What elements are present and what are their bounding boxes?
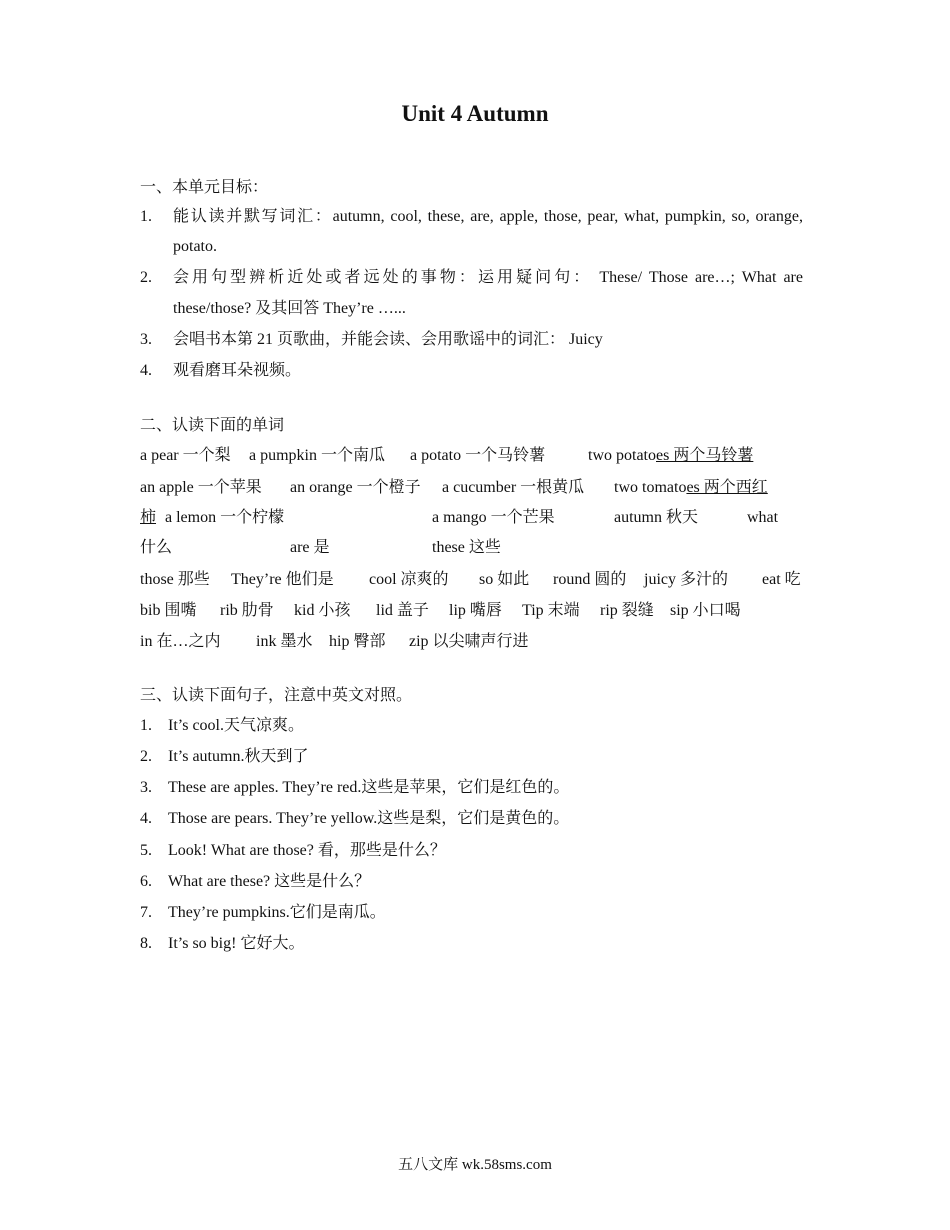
word-pear: a pear 一个梨 [140, 447, 231, 464]
sentence-4-number: 4. [140, 810, 152, 827]
word-potatoes [588, 445, 753, 467]
word-ink: ink 墨水 [256, 633, 313, 650]
word-cucumber: a cucumber 一根黄瓜 [442, 479, 585, 496]
goal-2-text: 会用句型辨析近处或者远处的事物：运用疑问句： These/ Those are…; What are [173, 269, 803, 286]
word-autumn: autumn 秋天 [614, 509, 698, 526]
section3-heading: 三、认读下面句子，注意中英文对照。 [140, 687, 413, 704]
word-pumpkin: a pumpkin 一个南瓜 [249, 447, 385, 464]
goal-4-text: 观看磨耳朵视频。 [173, 362, 302, 379]
word-lid: lid 盖子 [376, 602, 429, 619]
word-tomatoes-wrap: 柿 [140, 509, 157, 526]
sentence-2-number: 2. [140, 748, 152, 765]
sentence-5-text: Look! What are those? 看，那些是什么？ [168, 842, 446, 859]
word-rib: rib 肋骨 [220, 602, 274, 619]
word-lemon: a lemon 一个柠檬 [165, 509, 285, 526]
word-tomatoes-ending: es 两个西红 [686, 479, 768, 496]
word-eat: eat 吃 [762, 571, 801, 588]
sentence-1-number: 1. [140, 717, 152, 734]
word-hip: hip 臀部 [329, 633, 386, 650]
sentence-8-text: It’s so big! 它好大。 [168, 935, 305, 952]
goal-4-number: 4. [140, 362, 152, 379]
goal-1-text-cont: potato. [173, 238, 217, 255]
sentence-4-text: Those are pears. They’re yellow.这些是梨，它们是黄色的。 [168, 810, 570, 827]
word-mango: a mango 一个芒果 [432, 509, 555, 526]
word-lip: lip 嘴唇 [449, 602, 502, 619]
word-kid: kid 小孩 [294, 602, 351, 619]
sentence-7-number: 7. [140, 904, 152, 921]
word-tip: Tip 末端 [522, 602, 580, 619]
word-what: what [747, 509, 779, 526]
word-orange: an orange 一个橙子 [290, 479, 421, 496]
word-rip: rip 裂缝 [600, 602, 654, 619]
goal-1-number: 1. [140, 208, 152, 225]
goal-3-number: 3. [140, 331, 152, 348]
word-potatoes-stem: two potato [588, 447, 656, 464]
document-title: Unit 4 Autumn [401, 101, 549, 126]
sentence-6-text: What are these? 这些是什么？ [168, 873, 371, 890]
sentence-1-text: It’s cool.天气凉爽。 [168, 717, 304, 734]
word-potato: a potato 一个马铃薯 [410, 447, 546, 464]
word-in: in 在…之内 [140, 633, 221, 650]
word-sip: sip 小口喝 [670, 602, 741, 619]
word-apple: an apple 一个苹果 [140, 479, 262, 496]
goal-2-text-cont: these/those? 及其回答 They’re …... [173, 300, 406, 317]
word-so: so 如此 [479, 571, 530, 588]
word-tomatoes [614, 477, 768, 499]
goal-3-text: 会唱书本第 21 页歌曲，并能会读、会用歌谣中的词汇： Juicy [173, 331, 603, 348]
word-zip: zip 以尖啸声行进 [409, 633, 529, 650]
word-those: those 那些 [140, 571, 210, 588]
goal-1-text: 能认读并默写词汇：autumn, cool, these, are, apple, those, pear, what, pumpkin, so, orange, [173, 208, 803, 225]
word-these: these 这些 [432, 539, 501, 556]
word-juicy: juicy 多汁的 [644, 571, 728, 588]
section2-heading: 二、认读下面的单词 [140, 417, 285, 434]
goal-2-number: 2. [140, 269, 152, 286]
word-potatoes-ending: es 两个马铃薯 [656, 447, 754, 464]
word-bib: bib 围嘴 [140, 602, 197, 619]
word-theyre: They’re 他们是 [231, 571, 334, 588]
section1-heading: 一、本单元目标： [140, 179, 269, 196]
sentence-2-text: It’s autumn.秋天到了 [168, 748, 309, 765]
sentence-7-text: They’re pumpkins.它们是南瓜。 [168, 904, 386, 921]
word-are: are 是 [290, 539, 330, 556]
sentence-8-number: 8. [140, 935, 152, 952]
word-tomatoes-stem: two tomato [614, 479, 687, 496]
page-footer: 五八文库 wk.58sms.com [398, 1157, 552, 1173]
word-round: round 圆的 [553, 571, 627, 588]
word-cool: cool 凉爽的 [369, 571, 449, 588]
sentence-5-number: 5. [140, 842, 152, 859]
word-what-meaning: 什么 [140, 539, 173, 556]
sentence-6-number: 6. [140, 873, 152, 890]
sentence-3-text: These are apples. They’re red.这些是苹果，它们是红色的。 [168, 779, 570, 796]
sentence-3-number: 3. [140, 779, 152, 796]
